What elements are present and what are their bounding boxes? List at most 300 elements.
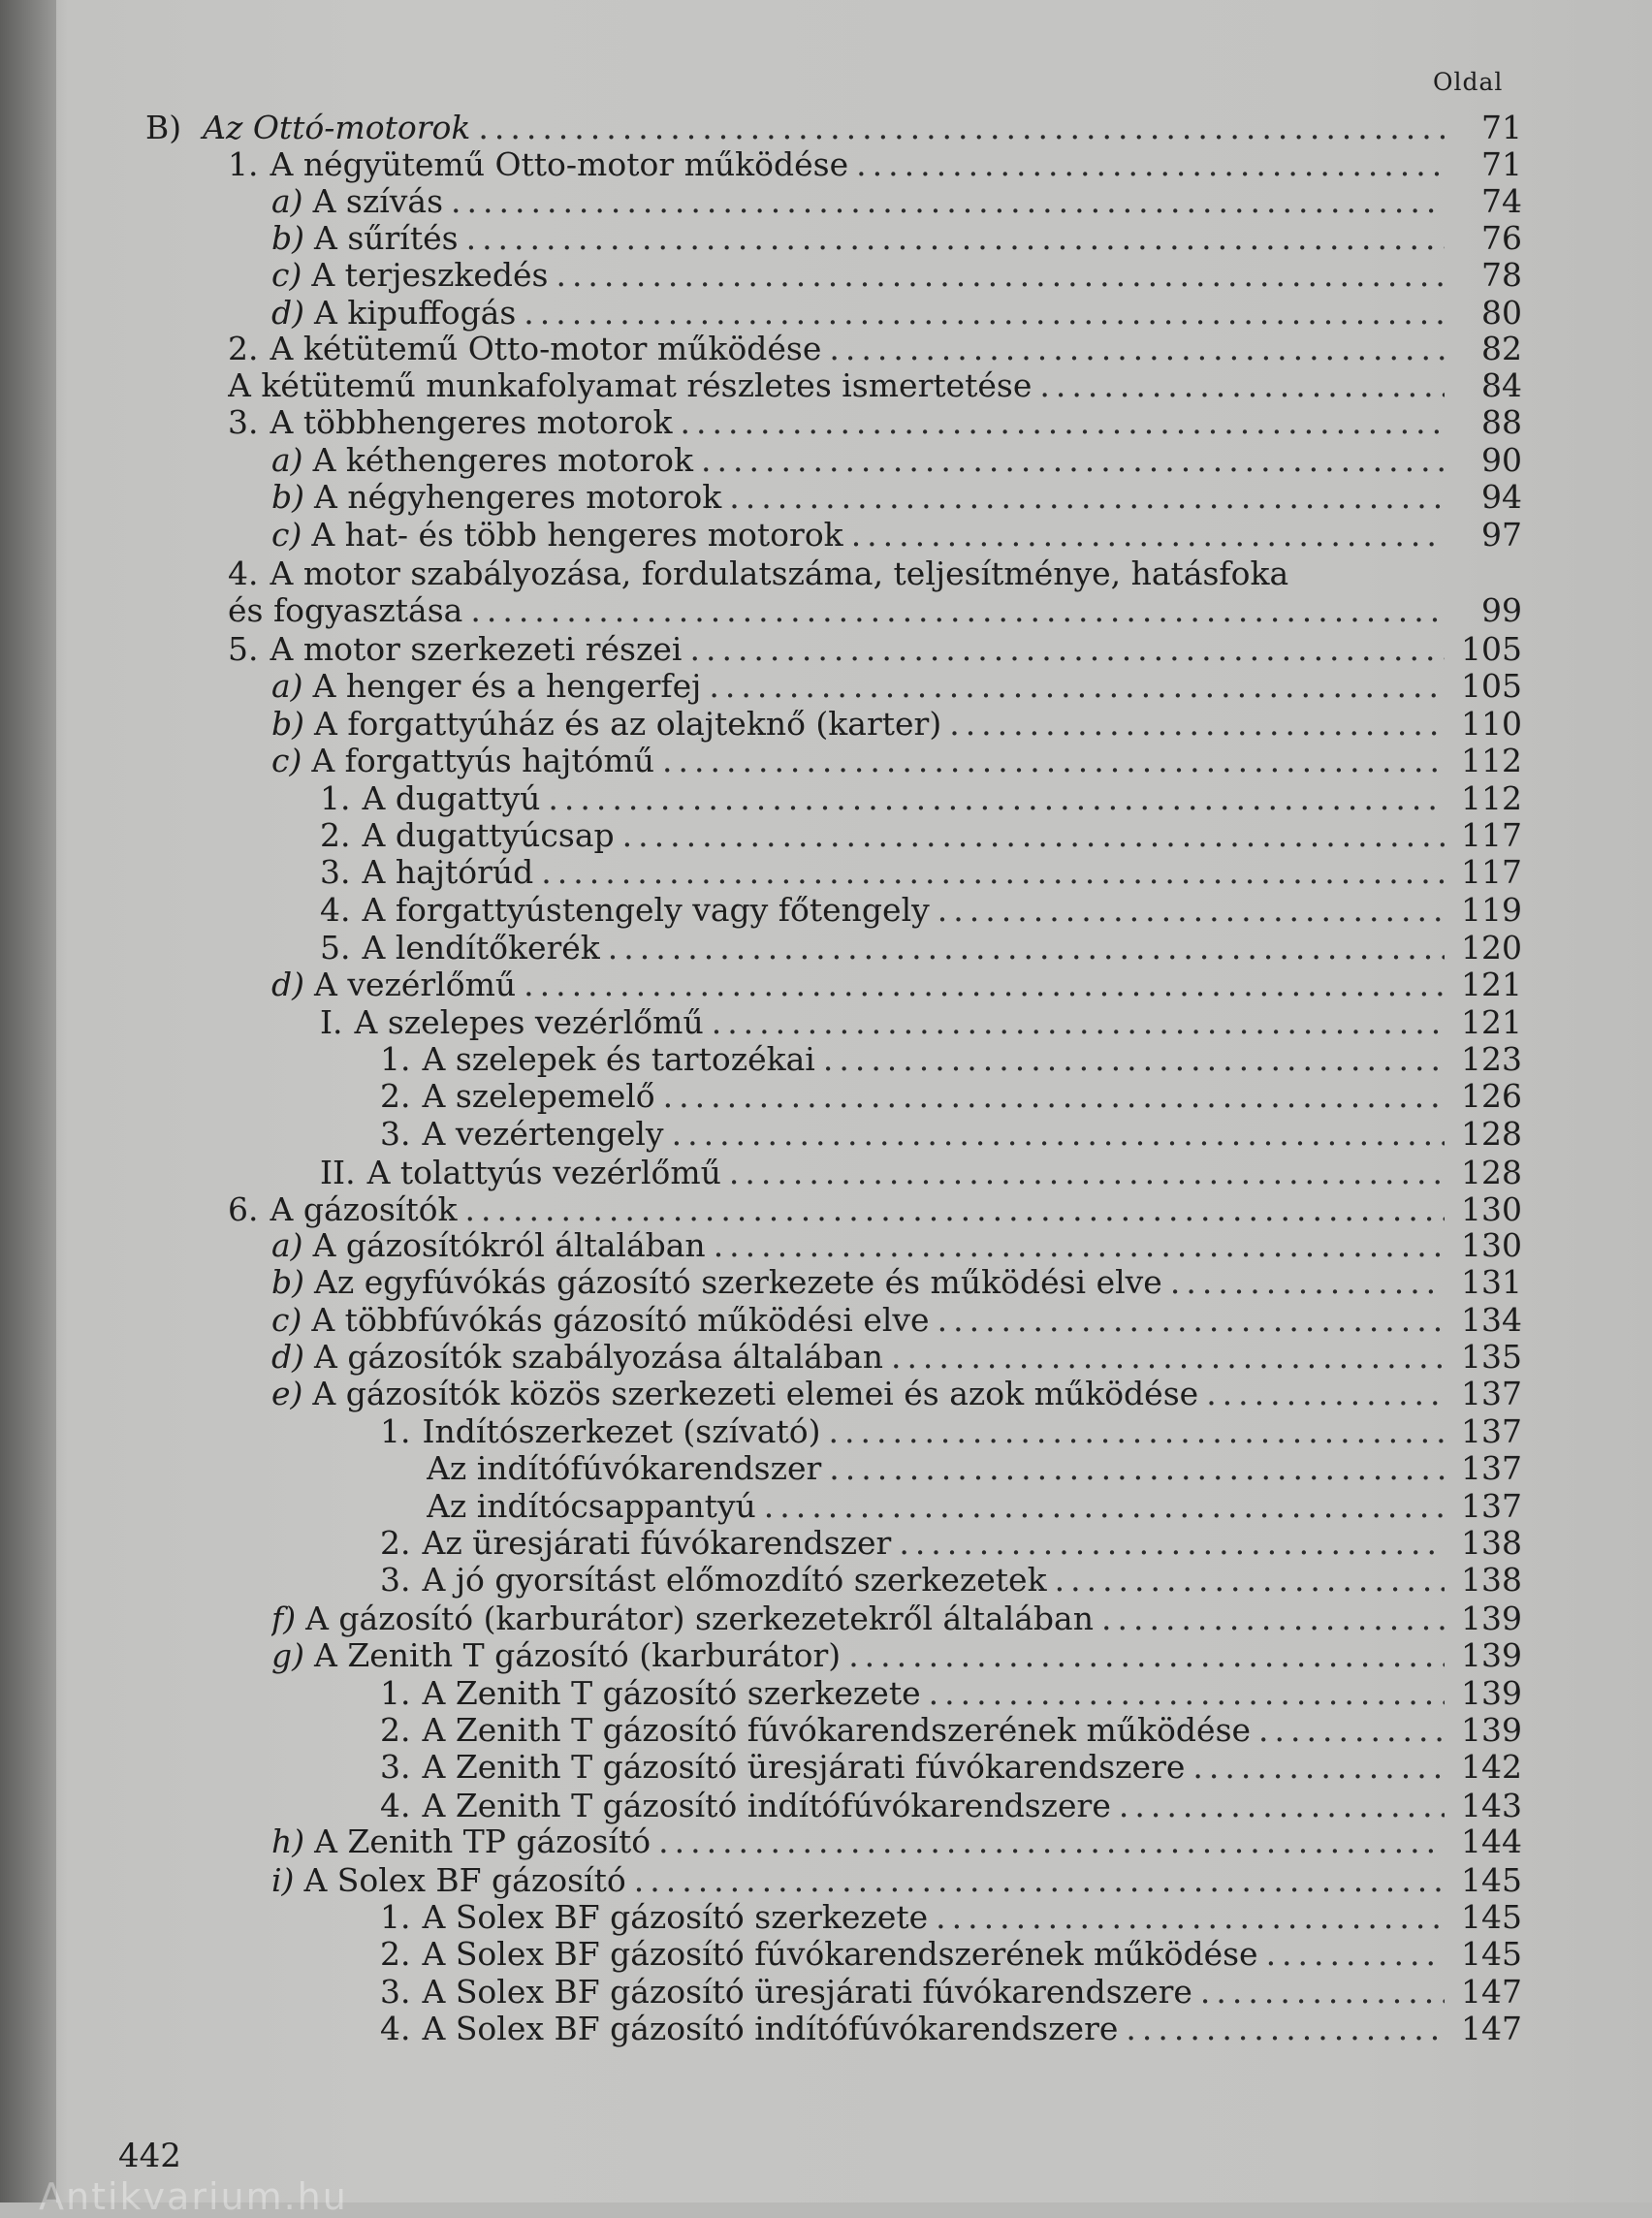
toc-entry-label xyxy=(320,1154,729,1192)
dot-leader xyxy=(608,929,1445,967)
dot-leader xyxy=(829,1412,1446,1451)
toc-entry-label xyxy=(380,1935,1266,1974)
toc-entry-label xyxy=(271,1301,937,1340)
dot-leader xyxy=(709,667,1445,706)
toc-entry-prefix: 3. xyxy=(380,1973,411,2011)
toc-entry-title: A dugattyúcsap xyxy=(362,816,615,854)
dot-leader xyxy=(556,256,1445,295)
toc-entry-title: A hajtórúd xyxy=(362,853,534,891)
toc-entry-title: A Zenith T gázosító üresjárati fúvókarendszere xyxy=(422,1748,1186,1786)
toc-entry-prefix: b) xyxy=(271,219,304,257)
toc-entry xyxy=(380,1115,1522,1154)
toc-entry-page: 134 xyxy=(1461,1301,1522,1339)
toc-entry-prefix: 2. xyxy=(380,1935,411,1973)
toc-entry-label xyxy=(380,1077,663,1116)
toc-entry-label xyxy=(380,1674,929,1713)
toc-entry xyxy=(271,516,1522,554)
dot-leader xyxy=(729,478,1445,517)
toc-entry-label xyxy=(271,294,524,333)
toc-entry xyxy=(228,1190,1522,1229)
toc-entry-title: Indítószerkezet (szívató) xyxy=(422,1412,821,1450)
toc-entry-label xyxy=(271,1822,658,1861)
dot-leader xyxy=(663,1077,1445,1116)
toc-entry-prefix: d) xyxy=(271,966,304,1003)
toc-entry-title: A gázosító (karburátor) szerkezetekről általában xyxy=(305,1600,1094,1637)
dot-leader xyxy=(848,1636,1445,1675)
toc-entry-title: A forgattyús hajtómű xyxy=(311,742,655,779)
toc-entry-label xyxy=(380,1973,1200,2012)
toc-entry-label xyxy=(380,1524,899,1563)
toc-entry-label xyxy=(228,145,856,184)
toc-entry-prefix: 2. xyxy=(380,1524,411,1562)
toc-entry-label xyxy=(228,330,829,368)
toc-entry-prefix: c) xyxy=(271,516,302,554)
toc-entry xyxy=(271,966,1522,1004)
dot-leader xyxy=(937,1301,1445,1340)
toc-entry xyxy=(271,1636,1522,1675)
toc-entry-label xyxy=(145,109,478,147)
toc-entry-title: A sűrítés xyxy=(314,219,459,257)
dot-leader xyxy=(470,591,1445,630)
toc-entry-prefix: 2. xyxy=(228,330,259,367)
toc-entry xyxy=(380,1935,1522,1974)
toc-entry-page: 112 xyxy=(1461,742,1522,779)
dot-leader xyxy=(662,742,1445,780)
toc-entry-page: 130 xyxy=(1461,1190,1522,1228)
toc-entry-prefix: 1. xyxy=(320,779,351,817)
toc-entry xyxy=(271,667,1522,706)
toc-entry-label xyxy=(380,1898,936,1937)
toc-entry xyxy=(320,779,1522,818)
toc-entry-title: A forgattyúház és az olajteknő (karter) xyxy=(314,705,942,743)
toc-entry-prefix: 2. xyxy=(320,816,351,854)
toc-entry xyxy=(228,403,1522,442)
toc-entry xyxy=(228,554,1522,593)
toc-entry-page: 88 xyxy=(1481,403,1522,441)
toc-entry-title: A lendítőkerék xyxy=(362,929,600,966)
toc-entry-page: 84 xyxy=(1481,366,1522,404)
toc-entry-prefix: 3. xyxy=(380,1561,411,1599)
toc-entry-label xyxy=(380,1115,672,1154)
toc-entry-title: A szelepek és tartozékai xyxy=(422,1040,815,1078)
toc-entry-title: A többfúvókás gázosító működési elve xyxy=(311,1301,930,1339)
toc-entry xyxy=(380,1787,1522,1825)
toc-entry-title: Az indítócsappantyú xyxy=(427,1487,756,1525)
toc-entry xyxy=(427,1487,1522,1526)
toc-entry-label xyxy=(427,1449,829,1488)
toc-entry-label xyxy=(271,1600,1101,1638)
toc-entry xyxy=(271,1338,1522,1377)
toc-entry-title: A gázosítók xyxy=(270,1190,458,1228)
toc-entry-page: 121 xyxy=(1461,1003,1522,1041)
toc-entry-label xyxy=(320,891,937,930)
toc-entry-label xyxy=(380,1711,1258,1750)
dot-leader xyxy=(524,294,1445,333)
toc-entry-title: A kétütemű munkafolyamat részletes ismertetése xyxy=(228,366,1032,404)
toc-entry-page: 112 xyxy=(1461,779,1522,817)
dot-leader xyxy=(937,891,1445,930)
toc-entry xyxy=(228,630,1522,669)
toc-entry-page: 139 xyxy=(1461,1711,1522,1749)
toc-entry-label xyxy=(271,1861,634,1900)
toc-entry-title: A henger és a hengerfej xyxy=(312,667,702,705)
toc-entry-page: 76 xyxy=(1481,219,1522,257)
toc-entry-page: 139 xyxy=(1461,1674,1522,1712)
dot-leader xyxy=(451,182,1445,221)
toc-entry-page: 80 xyxy=(1481,294,1522,332)
toc-entry xyxy=(380,1077,1522,1116)
toc-entry-title: A motor szabályozása, fordulatszáma, teljesítménye, hatásfoka xyxy=(270,554,1289,592)
toc-entry-label xyxy=(380,1412,829,1451)
toc-entry xyxy=(228,145,1522,184)
dot-leader xyxy=(701,441,1445,480)
toc-entry-label xyxy=(271,182,451,221)
toc-entry-label xyxy=(380,1748,1192,1787)
toc-entry-title: A kéthengeres motorok xyxy=(312,441,694,479)
toc-entry xyxy=(271,294,1522,333)
toc-entry-page: 82 xyxy=(1481,330,1522,367)
toc-entry-page: 117 xyxy=(1461,816,1522,854)
toc-entry-prefix: b) xyxy=(271,1263,304,1301)
dot-leader xyxy=(548,779,1445,818)
toc-entry-label xyxy=(271,705,949,744)
watermark: Antikvarium.hu xyxy=(39,2175,348,2218)
toc-entry-page: 131 xyxy=(1461,1263,1522,1301)
toc-entry-prefix: e) xyxy=(271,1375,303,1412)
toc-entry-title: A Solex BF gázosító szerkezete xyxy=(422,1898,929,1936)
toc-entry-prefix: b) xyxy=(271,478,304,516)
toc-entry xyxy=(271,1861,1522,1900)
toc-entry-page: 128 xyxy=(1461,1115,1522,1153)
dot-leader xyxy=(899,1524,1445,1563)
toc-entry-page: 78 xyxy=(1481,256,1522,294)
toc-entry-page: 90 xyxy=(1481,441,1522,479)
dot-leader xyxy=(622,816,1445,855)
toc-entry-prefix: f) xyxy=(271,1600,297,1637)
toc-entry-page: 139 xyxy=(1461,1636,1522,1674)
toc-entry-title: Az egyfúvókás gázosító szerkezete és működési elve xyxy=(314,1263,1162,1301)
toc-entry-prefix: d) xyxy=(271,294,304,332)
toc-entry xyxy=(271,1301,1522,1340)
toc-entry-title: A Zenith T gázosító fúvókarendszerének működése xyxy=(422,1711,1252,1749)
toc-entry-title: A kipuffogás xyxy=(314,294,517,332)
toc-entry-prefix: c) xyxy=(271,1301,302,1339)
toc-entry-title: A többhengeres motorok xyxy=(270,403,673,441)
toc-entry-prefix: 4. xyxy=(380,1787,411,1824)
toc-entry-page: 139 xyxy=(1461,1600,1522,1637)
toc-entry-prefix: c) xyxy=(271,256,302,294)
toc-entry-page: 135 xyxy=(1461,1338,1522,1376)
toc-entry xyxy=(380,1973,1522,2012)
toc-entry-title: A Zenith T gázosító indítófúvókarendszere xyxy=(422,1787,1111,1824)
toc-entry xyxy=(228,330,1522,368)
dot-leader xyxy=(936,1898,1445,1937)
toc-entry xyxy=(380,1561,1522,1600)
toc-entry-prefix: a) xyxy=(271,182,303,220)
toc-entry-prefix: g) xyxy=(271,1636,304,1674)
toc-entry-title: A Zenith T gázosító szerkezete xyxy=(422,1674,921,1712)
toc-entry xyxy=(320,891,1522,930)
dot-leader xyxy=(1206,1375,1445,1413)
toc-entry-label xyxy=(228,630,689,669)
toc-entry-label xyxy=(228,366,1039,405)
toc-entry-title: A négyhengeres motorok xyxy=(314,478,722,516)
toc-entry xyxy=(271,1600,1522,1638)
toc-entry xyxy=(145,109,1522,147)
toc-entry-page: 137 xyxy=(1461,1375,1522,1412)
toc-entry-label xyxy=(271,1226,714,1265)
toc-entry-prefix: 4. xyxy=(320,891,351,929)
toc-entry-page: 94 xyxy=(1481,478,1522,516)
toc-entry-page: 137 xyxy=(1461,1487,1522,1525)
toc-entry-page: 147 xyxy=(1461,1973,1522,2011)
toc-entry-prefix: 5. xyxy=(228,630,259,668)
toc-entry-prefix: 1. xyxy=(380,1898,411,1936)
toc-entry xyxy=(380,1412,1522,1451)
toc-entry xyxy=(271,219,1522,258)
toc-entry-prefix: 1. xyxy=(228,145,259,183)
toc-entry-page: 121 xyxy=(1461,966,1522,1003)
toc-entry-prefix: 3. xyxy=(380,1115,411,1153)
toc-entry-title: A gázosítók közös szerkezeti elemei és azok működése xyxy=(312,1375,1199,1412)
toc-entry-page: 137 xyxy=(1461,1412,1522,1450)
dot-leader xyxy=(524,966,1445,1004)
toc-entry-label xyxy=(320,779,548,818)
toc-entry-prefix: a) xyxy=(271,1226,303,1264)
toc-entry-page: 71 xyxy=(1481,145,1522,183)
toc-entry xyxy=(271,441,1522,480)
toc-entry-title: A motor szerkezeti részei xyxy=(270,630,683,668)
toc-entry-prefix: 3. xyxy=(228,403,259,441)
toc-entry-prefix: 4. xyxy=(380,2010,411,2047)
toc-entry-page: 123 xyxy=(1461,1040,1522,1078)
dot-leader xyxy=(681,403,1445,442)
page-column-header: Oldal xyxy=(1433,68,1504,96)
dot-leader xyxy=(1266,1935,1445,1974)
page-number: 442 xyxy=(118,2137,181,2175)
dot-leader xyxy=(729,1154,1445,1192)
toc-entry-label xyxy=(271,667,709,706)
toc-entry-label xyxy=(427,1487,764,1526)
dot-leader xyxy=(949,705,1445,744)
toc-entry-label xyxy=(320,1003,712,1042)
dot-leader xyxy=(465,1190,1446,1229)
toc-entry-label xyxy=(271,1375,1206,1413)
toc-entry xyxy=(320,1003,1522,1042)
toc-entry-title: Az indítófúvókarendszer xyxy=(427,1449,822,1487)
toc-entry-prefix: a) xyxy=(271,667,303,705)
toc-entry xyxy=(380,2010,1522,2048)
toc-entry-page: 144 xyxy=(1461,1822,1522,1860)
toc-entry-prefix: 1. xyxy=(380,1674,411,1712)
dot-leader xyxy=(689,630,1445,669)
toc-entry-title: A Solex BF gázosító üresjárati fúvókarendszere xyxy=(422,1973,1192,2011)
toc-entry-title: A szelepemelő xyxy=(422,1077,655,1115)
toc-entry-prefix: 3. xyxy=(380,1748,411,1786)
toc-entry xyxy=(380,1711,1522,1750)
toc-entry-page: 128 xyxy=(1461,1154,1522,1191)
dot-leader xyxy=(1192,1748,1445,1787)
dot-leader xyxy=(829,1449,1445,1488)
toc-entry-page: 145 xyxy=(1461,1861,1522,1899)
toc-entry xyxy=(228,366,1522,405)
toc-entry-title: A jó gyorsítást előmozdító szerkezetek xyxy=(422,1561,1047,1599)
toc-entry-label xyxy=(228,591,470,630)
dot-leader xyxy=(929,1674,1445,1713)
toc-entry-page: 130 xyxy=(1461,1226,1522,1264)
toc-entry-page: 119 xyxy=(1461,891,1522,929)
dot-leader xyxy=(851,516,1445,554)
toc-entry-label xyxy=(380,2010,1126,2048)
toc-entry-title: Az üresjárati fúvókarendszer xyxy=(422,1524,892,1562)
dot-leader xyxy=(1170,1263,1445,1302)
toc-entry-label xyxy=(320,853,541,892)
toc-entry-title: A gázosítókról általában xyxy=(312,1226,706,1264)
toc-entry xyxy=(271,705,1522,744)
toc-entry-page: 142 xyxy=(1461,1748,1522,1786)
toc-entry-title: Az Ottó-motorok xyxy=(203,109,471,146)
dot-leader xyxy=(714,1226,1445,1265)
toc-entry-prefix: c) xyxy=(271,742,302,779)
toc-entry-prefix: B) xyxy=(145,109,182,146)
toc-entry-prefix: d) xyxy=(271,1338,304,1376)
toc-entry-prefix: 5. xyxy=(320,929,351,966)
toc-entry-page: 138 xyxy=(1461,1524,1522,1562)
toc-entry-label xyxy=(228,554,1296,593)
toc-entry-page: 145 xyxy=(1461,1935,1522,1973)
dot-leader xyxy=(856,145,1445,184)
toc-entry-title: A tolattyús vezérlőmű xyxy=(366,1154,721,1191)
toc-entry-prefix: 2. xyxy=(380,1711,411,1749)
toc-entry-page: 105 xyxy=(1461,630,1522,668)
toc-entry xyxy=(228,591,1522,630)
toc-entry-prefix: II. xyxy=(320,1154,356,1191)
toc-entry-title: A Solex BF gázosító fúvókarendszerének működése xyxy=(422,1935,1258,1973)
dot-leader xyxy=(712,1003,1445,1042)
dot-leader xyxy=(1119,1787,1445,1825)
toc-entry-prefix: 1. xyxy=(380,1412,411,1450)
toc-entry-title: A forgattyústengely vagy főtengely xyxy=(362,891,930,929)
toc-entry-title: A terjeszkedés xyxy=(311,256,549,294)
toc-entry-page: 145 xyxy=(1461,1898,1522,1936)
toc-entry-label xyxy=(380,1787,1119,1825)
toc-entry-label xyxy=(271,441,701,480)
toc-entry-prefix: i) xyxy=(271,1861,295,1899)
toc-entry-page: 117 xyxy=(1461,853,1522,891)
toc-entry xyxy=(271,1226,1522,1265)
dot-leader xyxy=(891,1338,1445,1377)
toc-entry-label xyxy=(271,966,524,1004)
toc-entry xyxy=(380,1040,1522,1079)
toc-entry-label xyxy=(271,478,729,517)
toc-entry-prefix: 1. xyxy=(380,1040,411,1078)
toc-entry-page: 120 xyxy=(1461,929,1522,966)
dot-leader xyxy=(1126,2010,1445,2048)
toc-entry-label xyxy=(271,1263,1170,1302)
toc-entry-page: 138 xyxy=(1461,1561,1522,1599)
toc-entry-prefix: b) xyxy=(271,705,304,743)
toc-entry-title: A Zenith TP gázosító xyxy=(314,1822,651,1860)
toc-entry-label xyxy=(380,1040,823,1079)
dot-leader xyxy=(466,219,1445,258)
dot-leader xyxy=(1258,1711,1445,1750)
toc-entry xyxy=(271,478,1522,517)
toc-entry-title: A kétütemű Otto-motor működése xyxy=(270,330,822,367)
dot-leader xyxy=(823,1040,1445,1079)
toc-entry xyxy=(271,1375,1522,1413)
toc-entry-prefix: 4. xyxy=(228,554,259,592)
toc-entry-page: 97 xyxy=(1481,516,1522,554)
toc-entry xyxy=(271,1822,1522,1861)
toc-entry xyxy=(320,816,1522,855)
toc-entry-prefix: 3. xyxy=(320,853,351,891)
toc-entry-label xyxy=(228,403,681,442)
toc-entry-page: 147 xyxy=(1461,2010,1522,2047)
toc-entry-label xyxy=(380,1561,1055,1600)
toc-entry xyxy=(320,1154,1522,1192)
toc-entry-label xyxy=(271,516,851,554)
toc-entry-title: A Zenith T gázosító (karburátor) xyxy=(314,1636,842,1674)
toc-entry-title: A hat- és több hengeres motorok xyxy=(311,516,843,554)
toc-entry-label xyxy=(271,219,466,258)
toc-entry xyxy=(380,1524,1522,1563)
dot-leader xyxy=(1200,1973,1445,2012)
toc-entry-page: 143 xyxy=(1461,1787,1522,1824)
dot-leader xyxy=(672,1115,1445,1154)
toc-entry xyxy=(320,853,1522,892)
dot-leader xyxy=(829,330,1445,368)
toc-entry xyxy=(271,256,1522,295)
toc-entry-label xyxy=(271,256,556,295)
toc-entry-prefix: 6. xyxy=(228,1190,259,1228)
toc-entry xyxy=(271,1263,1522,1302)
toc-entry-title: A vezértengely xyxy=(422,1115,664,1153)
toc-entry xyxy=(320,929,1522,967)
toc-entry-page: 71 xyxy=(1481,109,1522,146)
toc-entry-label xyxy=(271,742,662,780)
dot-leader xyxy=(1101,1600,1445,1638)
dot-leader xyxy=(1039,366,1445,405)
toc-entry-prefix: a) xyxy=(271,441,303,479)
toc-entry-title: és fogyasztása xyxy=(228,591,463,629)
toc-entry-title: A Solex BF gázosító indítófúvókarendszere xyxy=(422,2010,1119,2047)
toc-entry-prefix: 2. xyxy=(380,1077,411,1115)
dot-leader xyxy=(634,1861,1445,1900)
toc-entry-label xyxy=(271,1338,891,1377)
dot-leader xyxy=(764,1487,1445,1526)
toc-entry-title: A szívás xyxy=(312,182,444,220)
toc-entry-title: A dugattyú xyxy=(362,779,541,817)
toc-entry xyxy=(271,742,1522,780)
dot-leader xyxy=(658,1822,1445,1861)
toc-entry-page: 105 xyxy=(1461,667,1522,705)
toc-entry xyxy=(380,1748,1522,1787)
toc-entry-page: 110 xyxy=(1461,705,1522,743)
dot-leader xyxy=(541,853,1445,892)
toc-entry-label xyxy=(320,929,608,967)
toc-entry-page: 137 xyxy=(1461,1449,1522,1487)
toc-entry xyxy=(380,1898,1522,1937)
toc-entry-title: A gázosítók szabályozása általában xyxy=(314,1338,883,1376)
toc-entry-prefix: I. xyxy=(320,1003,343,1041)
toc-entry-page: 99 xyxy=(1481,591,1522,629)
toc-entry xyxy=(271,182,1522,221)
dot-leader xyxy=(478,109,1445,147)
toc-entry-label xyxy=(228,1190,465,1229)
toc-entry-label xyxy=(271,1636,848,1675)
toc-entry-label xyxy=(320,816,622,855)
toc-entry-title: A négyütemű Otto-motor működése xyxy=(270,145,849,183)
